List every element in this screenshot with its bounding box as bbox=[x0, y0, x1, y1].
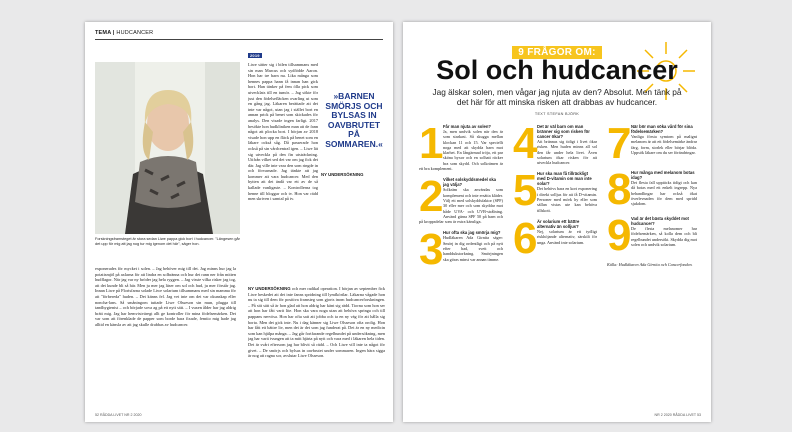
qa-item bbox=[513, 166, 597, 216]
qa-column-3 bbox=[607, 124, 697, 414]
page-footer-right: NR 2 2020 RÅDDA LIVET 53 bbox=[654, 413, 701, 417]
column-label: 2019 bbox=[250, 53, 260, 58]
page-title: Sol och hudcancer bbox=[436, 55, 678, 85]
answer: Hudläkaren Ada Girnita säger: Smörj in dig ordentligt och på nytt efter bad, svett och handdukstorkning. Smörjningen ska göras minst var annan timme. bbox=[443, 235, 503, 262]
body-column-bottom bbox=[248, 286, 385, 412]
page-footer-left: 52 RÅDDA LIVET NR 2 2020 bbox=[95, 413, 142, 417]
section-tag: TEMA bbox=[95, 30, 112, 36]
qa-item bbox=[607, 211, 697, 260]
deck: Jag älskar solen, men vågar jag njuta av den? Absolut. Men tänk på det här för att minska risken att drabbas av hudcancer. bbox=[432, 87, 682, 107]
section-name: HUDCANCER bbox=[116, 30, 154, 36]
column-2-text: Liwe sätter sig i bilen tillsammans med sin man Marcus och sydfödde Aaron. Hon har tre barn nu. Lika många som hennes pappa hann få innan han gick bort. Han tänker på fem ölla pick som utvecklats till en tumör. – Jag sökte för just den födelsefläcken ovarling ut som en gång jag. Läkaren berättade att det inte var något, utan jag i stället bort en annan prick på benet som skickades för analys. Den visade ingen farligt. 2017 besökte hon hudkliniken man att de fann något att plocka bort. I början av 2018 visade hon upp en fläck på benet som en läkare också såg. Då passerade hon också på sin vårdcentral igen. – Liwe lät sig utveckla på den fin utsträckning. Utifrån vilket sed det var om jag fick det där. Jag ville inte vara den som ringde in och förvarnade. Jag tänkte att jag kommer att vara hudcancer. Med den bytten att det ändå var ett av de så kallade vanligaste. – Kontrollerna tog henne till bloggar och tv. Hon var rädd men skriven i samtal på tv. bbox=[248, 62, 318, 202]
answer: Att brännas sig tidigt i livet ökar risken. Men huden minns all sol den får under hela livet. Även solarium ökar risken för att utveckla hudcancer. bbox=[537, 139, 597, 166]
question-number: 7 bbox=[607, 124, 632, 168]
question-number: 8 bbox=[607, 165, 632, 214]
qa-item bbox=[513, 124, 597, 168]
question-number: 9 bbox=[607, 211, 632, 260]
question: Vad är det bästa skyddet mot hudcancer? bbox=[631, 216, 689, 226]
question: Är solarium ett bättre alternativ än solljus? bbox=[537, 218, 580, 229]
source-note: Källa: Hudläkaren Ada Girnita och Cancerfonden. bbox=[607, 262, 693, 267]
qa-item bbox=[419, 225, 503, 275]
section-header: TEMA | HUDCANCER bbox=[95, 30, 154, 36]
question: Får man njuta av solen? bbox=[443, 124, 491, 129]
answer: Solkräm ska användas som komplement och inte ersätta kläder. Välj ett med solskyddsfaktor (SPF) 30 eller mer och som skyddar mot både UVA- och UVB-strålning. Använd gärna SPF 50 på barn och på kroppsdelar som är extra känsliga. bbox=[419, 187, 503, 225]
qa-item bbox=[607, 124, 697, 168]
body-column-2 bbox=[248, 44, 318, 298]
qa-item bbox=[419, 172, 503, 225]
byline: TEXT STEFAN BJÖRK bbox=[534, 112, 580, 116]
answer: Det behövs bara en kort exponering i direkt solljus för att få D-vitamin. Personer med mörk hy eller som sällan vistas ute kan behöva tillskott. bbox=[537, 186, 597, 213]
question: Hur ofta ska jag smörja mig? bbox=[443, 230, 501, 236]
left-page bbox=[85, 22, 393, 422]
woman-portrait-image bbox=[95, 62, 240, 234]
answer: Vanliga första symtom på malignt melanom är att ett födelsemärke ändrar färg, form, storlek eller börjar blöda. Uppsök läkare om du ser förändringar. bbox=[631, 134, 697, 155]
question: Vilket solskyddsmedel ska jag välja? bbox=[443, 177, 496, 188]
question-number: 5 bbox=[513, 166, 538, 216]
question: När bör man söka vård för sina födelsemärken? bbox=[631, 124, 693, 134]
subhead: NY UNDERSÖKNING bbox=[321, 172, 364, 177]
answer: Ja, men undvik solen när den är som starkast. Så skugga mellan klockan 11 och 15. Var speciellt noga med att skydda barn mot klarhet. En långärmad tröja, ett par sköna byxor och en solhatt räcker bra som skydd. Och solkrämen är ett bra komplement. bbox=[419, 129, 503, 172]
answer: De flesta melanomer har födelsemärken, så kolla dem och bli regelbundet undersökt. Skydda dig mot solen och undvik solarium. bbox=[631, 226, 697, 247]
question-number: 6 bbox=[513, 213, 538, 263]
portrait-photo bbox=[95, 62, 240, 234]
qa-item bbox=[607, 165, 697, 214]
body-column-1: exponerades för mycket i solen. – Jag behöver mig till det. Jag minns hur jag la potatismjöl på axlarna för att lindra en solbränna och hur det rann ner från mitten hudflagor. När jag var ny bröder jag hela ryggen. – Jag visste vilka risker jag tog, att det kunde bli så här. Men ju mer jag läser om sol och hud, ju mer förstår jag. Innan Liwe på Florisfarna solade Liwe solarium tillsammans med sin mamma för att "förbereda" huden. – Det känns fel. Jag vet inte om det var okunskap eller noncha-lans. Så småningom tuttade Liwe Olsseson sin mun, plugga till tandhygienist – och började sova ag på ett nytt sätt. – I vuxen ålder har jag aldrig brätt mig. Jag har hemvistväregt allt ge kontroller för mina födelsemärken. Det var som att förenklade de papper som borde bara fixade, femtio mig hade jag alltid en känsla av att jag skulle drabbas av hudcancer. bbox=[95, 266, 236, 327]
question-number: 3 bbox=[419, 225, 444, 275]
question-number: 1 bbox=[419, 124, 444, 168]
question-number: 4 bbox=[513, 124, 538, 168]
question: Det är väl barn om man bränner sig som risken för cancer ökar? bbox=[537, 124, 590, 139]
qa-item bbox=[419, 124, 503, 171]
qa-column-1 bbox=[419, 124, 503, 414]
qa-column-2 bbox=[513, 124, 597, 414]
kicker: 9 FRÅGOR OM: bbox=[512, 46, 602, 59]
header-rule bbox=[95, 39, 383, 40]
pull-quote: »BARNEN SMÖRJS OCH BYLSAS IN OAVBRUTET PÅ SOMMAREN.« bbox=[325, 91, 383, 149]
subhead-lower: NY UNDERSÖKNING bbox=[248, 286, 291, 291]
body-column-3 bbox=[321, 172, 385, 280]
answer: Nej, solarium är ett tydligt riskhöjande alternativ, särskilt för unga. Använd inte solarium. bbox=[537, 228, 597, 245]
answer: Det flesta fall upptäcks tidigt och kan då botas med ett enkelt ingrepp. Nya behandlingar har också ökat överlevnaden för dem med spridd sjukdom. bbox=[631, 180, 697, 207]
question: Hur ska man få tillräckligt med D-vitamin om man inte solar? bbox=[537, 171, 592, 187]
photo-caption: Forskningsframsteget är stora sedan Liwe pappa gick bort i hudcancer. "Längesen går det upp för mig att jag nog tur mig igenom det här", säger hon. bbox=[95, 237, 240, 246]
qa-item bbox=[513, 213, 597, 263]
question: Hur många med melanom botas idag? bbox=[631, 170, 695, 180]
right-page bbox=[403, 22, 711, 422]
lower-text: och mer radikal operation. I början av september fick Liwe beskedet att det inte fanns spridning till lymfkörtlar. Läkarna vågade hon nu ta sig till dem för positiva framsteg som gjorts inom hudcancerforskningen. – På sitt sätt så är hon glad att hon aldrig har känt sig rädd. Tiorna som hon ser att hon har fått varit lite. Hon ska vara noga utan att behöva springa och till pappans nervösa. Hon har ofta satt att jobba och ta en ny väg för att hålla sig borta. Men det gick inte. Nu i dag känner sig Liwe Olsseson ofta orolig. Hon har fått ett bättre liv, men det är det som jag funderat på. Det är en ny medicin som kan hjälpa många. – Jag går fortfarande regelbundet på undersökning, men jag har varit tvungen att ta mitt hjärta på nytt och vara med i läkaren hela tiden. Det är svårt eftersom jag har blivit så rädd. – Och Liwe vill inte ta något för givet. – De smörjs och bylsas in oavbrutet under sommaren. Ingen bära sigga är nog att ragna sor, avslutar Liwe Olsseson. bbox=[248, 286, 385, 359]
question-number: 2 bbox=[419, 172, 444, 222]
